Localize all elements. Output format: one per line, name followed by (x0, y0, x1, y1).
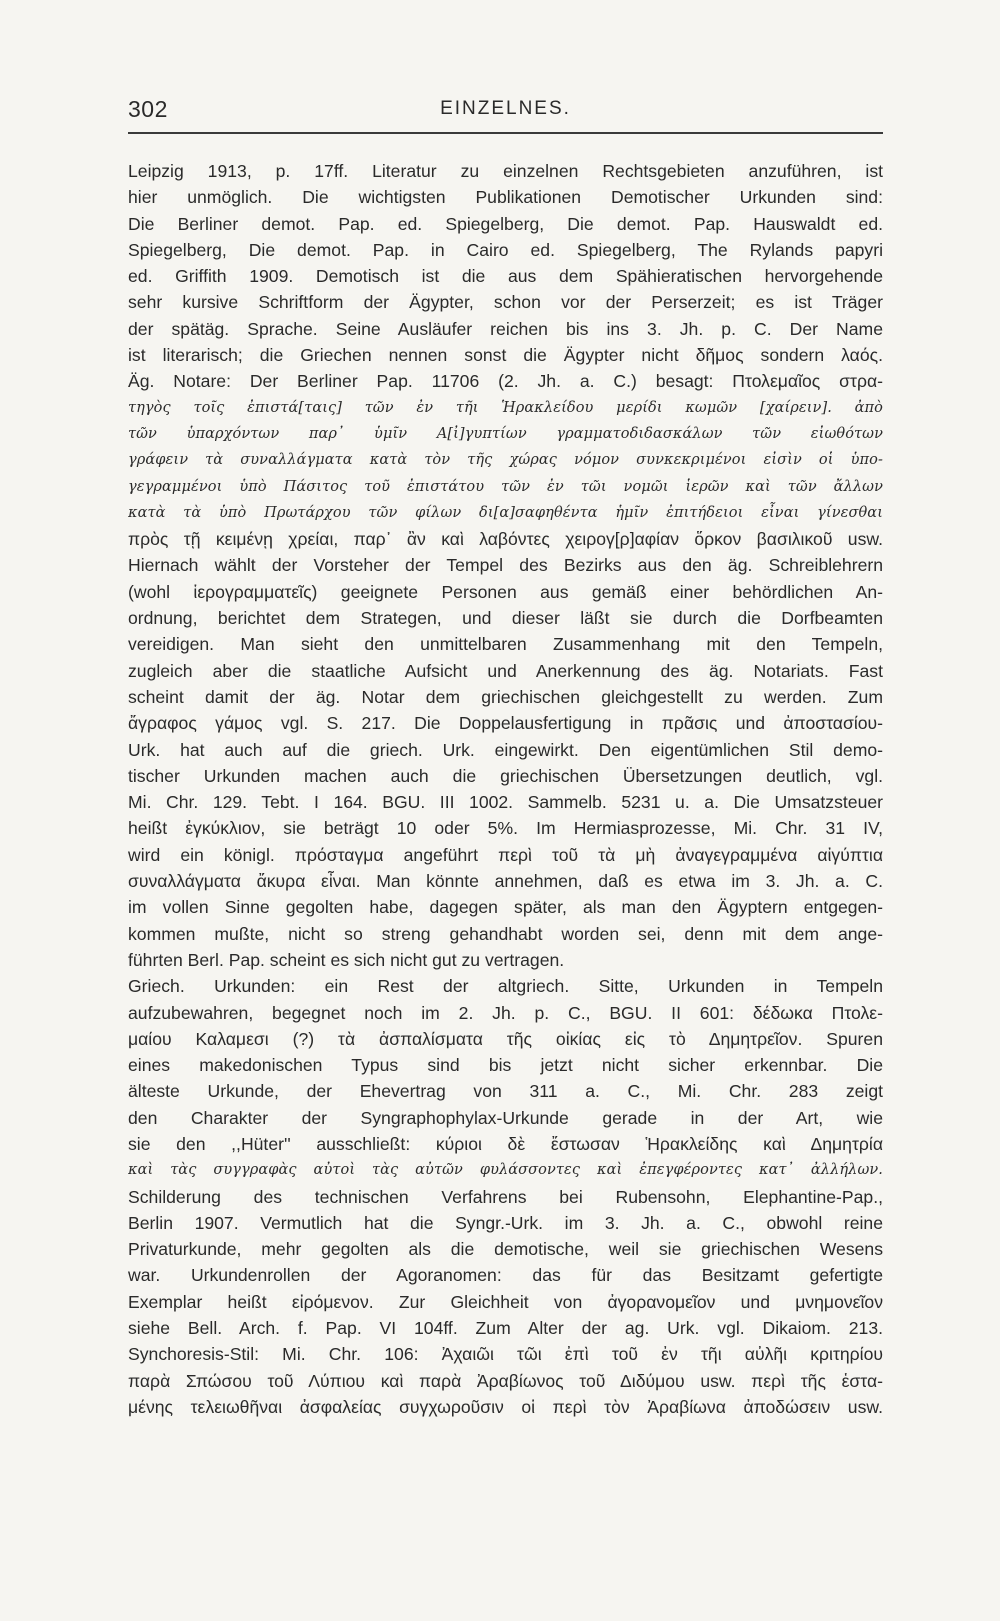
text-line: κατὰ τὰ ὑπὸ Πρωτάρχου τῶν φίλων δι[α]σαφηθέντα ἡμῖν ἐπιτήδειοι εἶναι γίνεσθαι (128, 504, 883, 521)
text-line: der spätäg. Sprache. Seine Ausläufer reichen bis ins 3. Jh. p. C. Der Name (128, 318, 883, 339)
text-line: scheint damit der äg. Notar dem griechischen gleichgestellt zu werden. Zum (128, 686, 883, 707)
header-rule (128, 132, 883, 134)
text-line: Exemplar heißt εἰρόμενον. Zur Gleichheit von ἀγορανομεῖον und μνημονεῖον (128, 1291, 883, 1312)
text-line: ἄγραφος γάμος vgl. S. 217. Die Doppelausfertigung in πρᾶσις und ἀποστασίου- (128, 713, 883, 734)
text-line: älteste Urkunde, der Ehevertrag von 311 a. C., Mi. Chr. 283 zeigt (128, 1081, 883, 1102)
text-line: Leipzig 1913, p. 17ff. Literatur zu einzelnen Rechtsgebieten anzuführen, ist (128, 161, 883, 181)
text-line: μαίου Καλαμεσι (?) τὰ ἀσπαλίσματα τῆς οἰκίας εἰς τὸ Δημητρεῖον. Spuren (128, 1028, 883, 1049)
text-line: tischer Urkunden machen auch die griechischen Übersetzungen deutlich, vgl. (128, 765, 883, 786)
running-head: EINZELNES. (440, 98, 571, 119)
text-line: Mi. Chr. 129. Tebt. I 164. BGU. III 1002. Sammelb. 5231 u. a. Die Umsatzsteuer (128, 792, 883, 813)
text-line: vereidigen. Man sieht den unmittelbaren Zusammenhang mit den Tempeln, (128, 634, 883, 655)
text-line: Hiernach wählt der Vorsteher der Tempel des Bezirks aus den äg. Schreiblehrern (128, 555, 883, 576)
text-line: γεγραμμένοι ὑπὸ Πάσιτος τοῦ ἐπιστάτου τῶν ἐν τῶι νομῶι ἱερῶν καὶ τῶν ἄλλων (128, 478, 883, 495)
text-line: siehe Bell. Arch. f. Pap. VI 104ff. Zum Alter der ag. Urk. vgl. Dikaiom. 213. (128, 1318, 883, 1339)
text-line: μένης τελειωθῆναι ἀσφαλείας συγχωροῦσιν οἱ περὶ τὸν Ἀραβίωνα ἀποδώσειν usw. (128, 1396, 883, 1417)
text-line: den Charakter der Syngraphophylax-Urkunde gerade in der Art, wie (128, 1107, 883, 1128)
text-line: ist literarisch; die Griechen nennen sonst die Ägypter nicht δῆμος sondern λαός. (128, 345, 883, 366)
text-line: kommen mußte, nicht so streng gehandhabt worden sei, denn mit dem ange- (128, 923, 883, 944)
text-line: im vollen Sinne gegolten habe, dagegen später, als man den Ägyptern entgegen- (128, 897, 883, 918)
text-line: zugleich aber die staatliche Aufsicht und Anerkennung des äg. Notariats. Fast (128, 660, 883, 681)
text-line: eines makedonischen Typus sind bis jetzt nicht sicher erkennbar. Die (128, 1055, 883, 1076)
text-line: hier unmöglich. Die wichtigsten Publikationen Demotischer Urkunden sind: (128, 187, 883, 208)
text-line: συναλλάγματα ἄκυρα εἶναι. Man könnte annehmen, daß es etwa im 3. Jh. a. C. (128, 871, 883, 892)
text-line: παρὰ Σπώσου τοῦ Λύπιου καὶ παρὰ Ἀραβίωνος τοῦ Διδύμου usw. περὶ τῆς ἑστα- (128, 1370, 883, 1391)
text-line: τῶν ὑπαρχόντων παρ᾿ ὑμῖν Α[ἰ]γυπτίων γραμματοδιδασκάλων τῶν εἰωθότων (128, 425, 883, 442)
text-line: Die Berliner demot. Pap. ed. Spiegelberg, Die demot. Pap. Hauswaldt ed. (128, 213, 883, 234)
text-line: Privaturkunde, mehr gegolten als die demotische, weil sie griechischen Wesens (128, 1239, 883, 1260)
text-line: Berlin 1907. Vermutlich hat die Syngr.-Urk. im 3. Jh. a. C., obwohl reine (128, 1212, 883, 1233)
text-line: ed. Griffith 1909. Demotisch ist die aus dem Spähieratischen hervorgehende (128, 266, 883, 287)
page-header (128, 96, 883, 130)
text-line: führten Berl. Pap. scheint es sich nicht gut zu vertragen. (128, 949, 565, 970)
text-line: Äg. Notare: Der Berliner Pap. 11706 (2. Jh. a. C.) besagt: Πτολεμαῖος στρα- (128, 371, 883, 392)
text-line: Urk. hat auch auf die griech. Urk. eingewirkt. Den eigentümlichen Stil demo- (128, 739, 883, 760)
text-line: τηγὸς τοῖς ἐπιστά[ταις] τῶν ἐν τῆι Ἡρακλείδου μερίδι κωμῶν [χαίρειν]. ἀπὸ (128, 399, 883, 416)
text-line: Schilderung des technischen Verfahrens bei Rubensohn, Elephantine-Pap., (128, 1186, 883, 1207)
text-line: sie den ,,Hüter'' ausschließt: κύριοι δὲ ἔστωσαν Ἡρακλείδης καὶ Δημητρία (128, 1133, 883, 1154)
text-line: καὶ τὰς συγγραφὰς αὐτοὶ τὰς αὐτῶν φυλάσσοντες καὶ ἐπεγφέροντες κατ᾿ ἀλλήλων. (128, 1162, 883, 1179)
text-line: (wohl ἱερογραμματεῖς) geeignete Personen aus gemäß einer behördlichen An- (128, 581, 883, 602)
text-line: sehr kursive Schriftform der Ägypter, schon vor der Perserzeit; es ist Träger (128, 292, 883, 313)
body-text (128, 158, 883, 1420)
text-line: heißt ἐγκύκλιον, sie beträgt 10 oder 5%. Im Hermiasprozesse, Mi. Chr. 31 IV, (128, 818, 883, 839)
page-number: 302 (128, 96, 168, 122)
text-line: aufzubewahren, begegnet noch im 2. Jh. p. C., BGU. II 601: δέδωκα Πτολε- (128, 1002, 883, 1023)
text-line: πρὸς τῇ κειμένῃ χρείαι, παρ᾿ ἂν καὶ λαβόντες χειρογ[ρ]αφίαν ὅρκον βασιλικοῦ usw. (128, 529, 883, 550)
text-line: Synchoresis-Stil: Mi. Chr. 106: Ἀχαιῶι τῶι ἐπὶ τοῦ ἐν τῆι αὐλῆι κριτηρίου (128, 1344, 883, 1365)
text-line: ordnung, berichtet dem Strategen, und dieser läßt sie durch die Dorfbeamten (128, 608, 883, 629)
text-line: Griech. Urkunden: ein Rest der altgriech. Sitte, Urkunden in Tempeln (128, 976, 883, 997)
text-line: war. Urkundenrollen der Agoranomen: das für das Besitzamt gefertigte (128, 1265, 883, 1286)
text-line: wird ein königl. πρόσταγμα angeführt περὶ τοῦ τὰ μὴ ἀναγεγραμμένα αἰγύπτια (128, 844, 883, 865)
text-line: γράφειν τὰ συναλλάγματα κατὰ τὸν τῆς χώρας νόμον συνκεκριμένοι εἰσὶν οἱ ὑπο- (128, 452, 883, 469)
text-line: Spiegelberg, Die demot. Pap. in Cairo ed. Spiegelberg, The Rylands papyri (128, 239, 883, 260)
